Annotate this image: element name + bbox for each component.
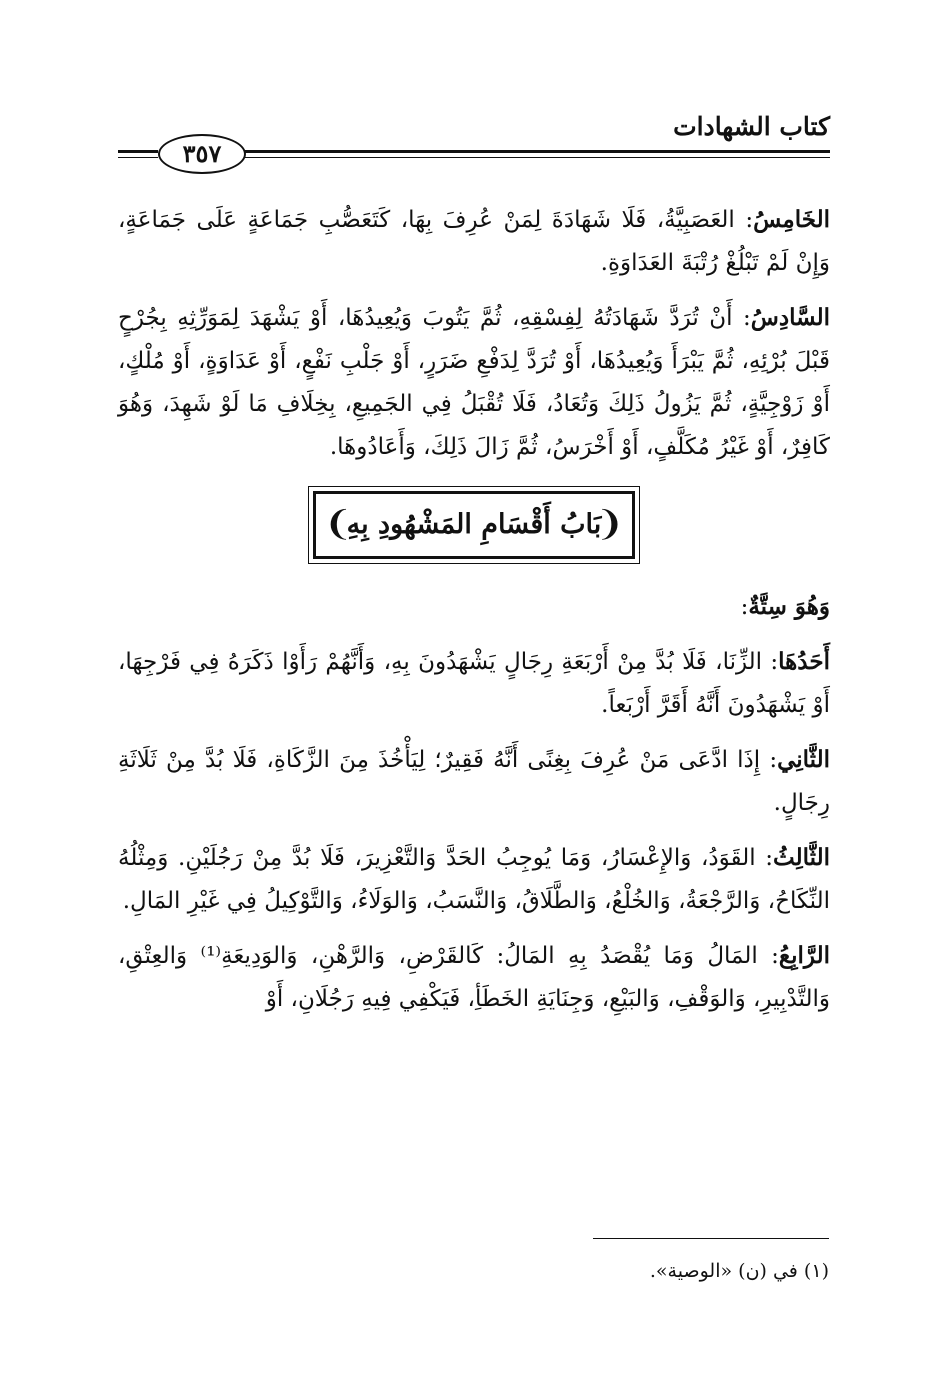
paragraph-intro: [118, 585, 830, 629]
paragraph-text: : المَالُ وَمَا يُقْصَدُ بِهِ المَالُ: كَالقَرْضِ، وَالرَّهْنِ، وَالوَدِيعَةِ⁽¹⁾ وَالعِتْقِ، وَالتَّدْبِيرِ، وَالوَقْفِ، وَالبَيْعِ، وَجِنَايَةِ الخَطَأِ، فَيَكْفِي فِيهِ رَجُلَانِ، أَوْ: [118, 943, 830, 1012]
paragraph-lead: الخَامِسُ: [753, 206, 830, 233]
header-rule-left-thin: [118, 157, 158, 158]
paragraph-text: : إِذَا ادَّعَى مَنْ عُرِفَ بِغِنًى أَنَّهُ فَقِيرٌ؛ لِيَأْخُذَ مِنَ الزَّكَاةِ، فَلَا بُدَّ مِنْ ثَلَاثَةِ رِجَالٍ.: [118, 747, 830, 816]
header-rule-left-thick: [118, 150, 158, 153]
paragraph-text: : الزِّنَا، فَلَا بُدَّ مِنْ أَرْبَعَةِ رِجَالٍ يَشْهَدُونَ بِهِ، وَأَنَّهُمْ رَأَوْا ذَكَرَهُ فِي فَرْجِهَا، أَوْ يَشْهَدُونَ أَنَّهُ أَقَرَّ أَرْبَعاً.: [118, 649, 830, 718]
chapter-title: بَابُ أَقْسَامِ المَشْهُودِ بِهِ: [346, 509, 602, 540]
paragraph-lead: أَحَدُهَا: [778, 648, 830, 675]
ornament-bracket-right-icon: ❨: [595, 504, 624, 544]
running-title: كتاب الشهادات: [673, 112, 830, 141]
footnote-separator: [593, 1238, 829, 1239]
footnote: (١) في (ن) «الوصية».: [649, 1260, 829, 1282]
paragraph-sixth: [118, 296, 830, 469]
paragraph-lead: الثَّانِي: [777, 746, 830, 773]
page-number: ٣٥٧: [158, 134, 246, 174]
paragraph-first: [118, 640, 830, 727]
paragraph-text: :: [740, 594, 749, 620]
paragraph-text: : أَنْ تُرَدَّ شَهَادَتُهُ لِفِسْقِهِ، ثُمَّ يَتُوبَ وَيُعِيدُهَا، أَوْ يَشْهَدَ لِمَوَرِّثِهِ بِجُرْحٍ قَبْلَ بُرْئِهِ، ثُمَّ يَبْرَأَ وَيُعِيدُهَا، أَوْ تُرَدَّ لِدَفْعِ ضَرَرٍ، أَوْ جَلْبِ نَفْعٍ، أَوْ عَدَاوَةٍ، أَوْ مُلْكٍ، أَوْ زَوْجِيَّةٍ، ثُمَّ يَزُولُ ذَلِكَ وَتُعَادُ، فَلَا تُقْبَلُ فِي الجَمِيعِ، بِخِلَافِ مَا لَوْ شَهِدَ، وَهُوَ كَافِرٌ، أَوْ غَيْرُ مُكَلَّفٍ، أَوْ أَخْرَسُ، ثُمَّ زَالَ ذَلِكَ، وَأَعَادُوهَا.: [118, 305, 830, 460]
paragraph-fifth: [118, 198, 830, 285]
paragraph-third: [118, 836, 830, 923]
ornament-bracket-left-icon: ❩: [324, 504, 353, 544]
paragraph-lead: السَّادِسُ: [750, 304, 830, 331]
paragraph-lead: وَهُوَ سِتَّةٌ: [748, 593, 830, 620]
paragraph-text: : العَصَبِيَّةُ، فَلَا شَهَادَةَ لِمَنْ عُرِفَ بِهَا، كَتَعَصُّبِ جَمَاعَةٍ عَلَى جَمَاعَةٍ، وَإِنْ لَمْ تَبْلُغْ رُتْبَةَ العَدَاوَةِ.: [118, 207, 830, 276]
paragraph-fourth: [118, 934, 830, 1021]
header-rule-thick: [243, 150, 830, 153]
header-rule-thin: [243, 157, 830, 158]
paragraph-lead: الثَّالِثُ: [773, 844, 830, 871]
paragraph-text: : القَوَدُ، وَالإِعْسَارُ، وَمَا يُوجِبُ الحَدَّ وَالتَّعْزِيرَ، فَلَا بُدَّ مِنْ رَجُلَيْنِ. وَمِثْلُهُ النِّكَاحُ، وَالرَّجْعَةُ، وَالخُلْعُ، وَالطَّلَاقُ، وَالنَّسَبُ، وَالوَلَاءُ، وَالتَّوْكِيلُ فِي غَيْرِ المَالِ.: [118, 845, 830, 914]
page-header: [118, 110, 830, 168]
chapter-heading-box: [313, 491, 635, 559]
paragraph-second: [118, 738, 830, 825]
page-body: [118, 198, 830, 1032]
paragraph-lead: الرَّابِعُ: [778, 942, 831, 969]
